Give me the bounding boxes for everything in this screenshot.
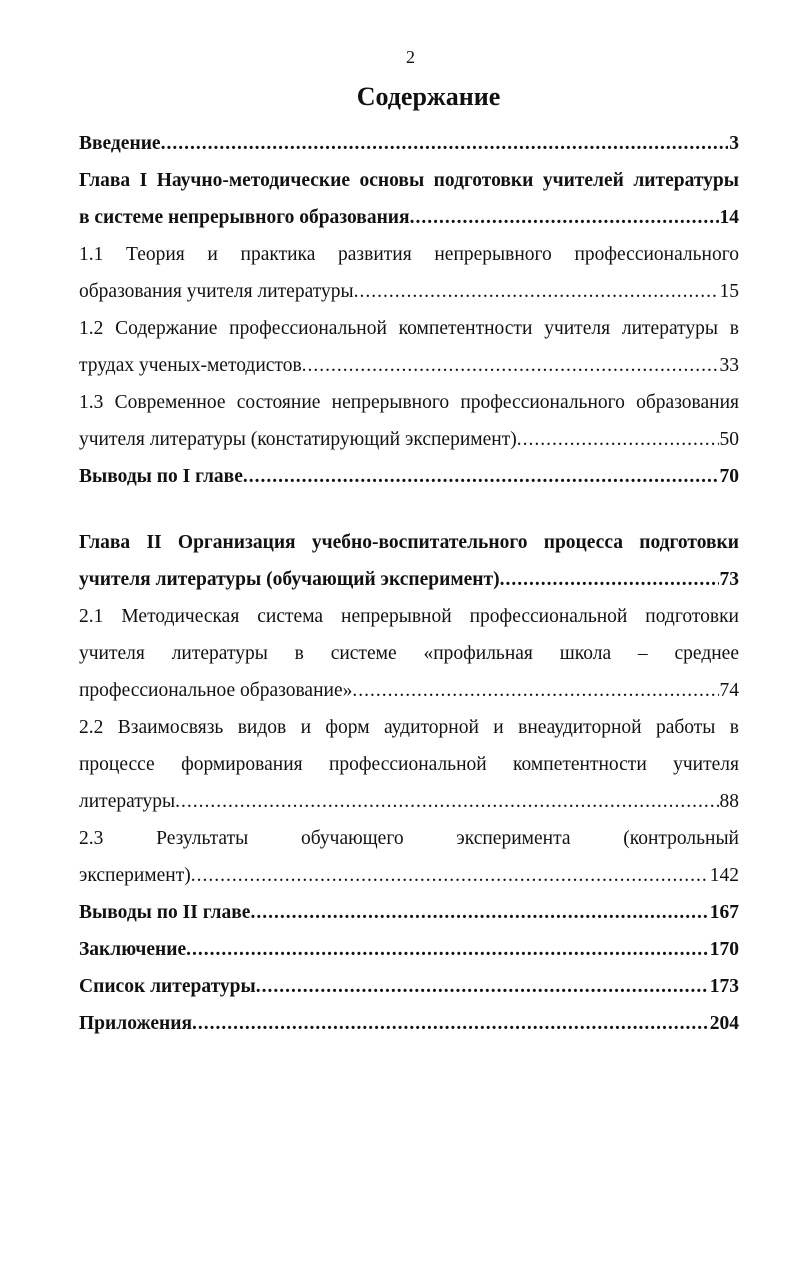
toc-entry-title-line1: Глава I Научно-методические основы подготовки учителей литературы (79, 170, 739, 191)
toc-entry-chapter-2[interactable] (79, 524, 739, 598)
toc-page-number: 50 (719, 429, 739, 450)
toc-entry-2-1[interactable] (79, 598, 739, 709)
dot-leader (243, 458, 719, 495)
toc-entry-title-line1: Глава II Организация учебно-воспитательного процесса подготовки (79, 532, 739, 553)
toc-entry-title: Выводы по I главе (79, 466, 243, 487)
toc-entry-chapter-1[interactable] (79, 162, 739, 236)
toc-entry-conclusions-chapter-1[interactable] (79, 458, 739, 495)
toc-entry-title-line2: в системе непрерывного образования (79, 207, 410, 228)
toc-page-number: 14 (719, 207, 739, 228)
toc-entry-conclusion[interactable] (79, 931, 739, 968)
page-title: Содержание (356, 82, 501, 111)
toc-entry-title: Заключение (79, 939, 187, 960)
table-of-contents-part-1 (79, 125, 739, 495)
toc-entry-title-line1: 2.1 Методическая система непрерывной профессиональной подготовки (79, 606, 739, 627)
toc-page-number: 204 (709, 1013, 739, 1034)
toc-page-number: 73 (719, 569, 739, 590)
toc-entry-2-3[interactable] (79, 820, 739, 894)
toc-entry-title-line1: 1.3 Современное состояние непрерывного профессионального образования (79, 392, 739, 413)
toc-entry-title: Введение (79, 133, 161, 154)
toc-entry-title: Выводы по II главе (79, 902, 251, 923)
dot-leader (500, 561, 719, 598)
toc-entry-conclusions-chapter-2[interactable] (79, 894, 739, 931)
toc-entry-title-line2: эксперимент) (79, 865, 191, 886)
toc-entry-appendices[interactable] (79, 1005, 739, 1042)
toc-page-number: 170 (709, 939, 739, 960)
toc-entry-title-line2: образования учителя литературы (79, 281, 354, 302)
dot-leader (192, 1005, 709, 1042)
dot-leader (256, 968, 709, 1005)
dot-leader (250, 894, 708, 931)
toc-page-number: 33 (719, 355, 739, 376)
dot-leader (517, 421, 719, 458)
dot-leader (191, 857, 709, 894)
toc-entry-2-2[interactable] (79, 709, 739, 820)
toc-entry-bibliography[interactable] (79, 968, 739, 1005)
toc-entry-title: Приложения (79, 1013, 193, 1034)
toc-page-number: 173 (709, 976, 739, 997)
dot-leader (410, 199, 719, 236)
toc-entry-1-3[interactable] (79, 384, 739, 458)
toc-page-number: 142 (709, 865, 739, 886)
toc-entry-title-line2: учителя литературы (констатирующий эксперимент) (79, 429, 517, 450)
dot-leader (161, 125, 729, 162)
toc-entry-title-line1: 1.2 Содержание профессиональной компетентности учителя литературы в (79, 318, 739, 339)
toc-entry-title-line2: процессе формирования профессиональной компетентности учителя (79, 754, 739, 775)
toc-entry-title-line3: литературы (79, 791, 176, 812)
toc-entry-1-2[interactable] (79, 310, 739, 384)
toc-page-number: 3 (729, 133, 739, 154)
toc-page-number: 167 (709, 902, 739, 923)
toc-entry-introduction[interactable] (79, 125, 739, 162)
toc-page-number: 70 (719, 466, 739, 487)
toc-entry-title-line1: 2.2 Взаимосвязь видов и форм аудиторной и внеаудиторной работы в (79, 717, 739, 738)
dot-leader (354, 273, 719, 310)
toc-entry-title-line2: учителя литературы в системе «профильная школа – среднее (79, 643, 739, 664)
toc-entry-title: Список литературы (79, 976, 256, 997)
toc-entry-title-line1: 2.3 Результаты обучающего эксперимента (контрольный (79, 828, 739, 849)
toc-entry-1-1[interactable] (79, 236, 739, 310)
toc-entry-title-line1: 1.1 Теория и практика развития непрерывного профессионального (79, 244, 739, 265)
table-of-contents-part-2 (79, 524, 739, 1042)
dot-leader (302, 347, 719, 384)
dot-leader (186, 931, 709, 968)
toc-page-number: 15 (719, 281, 739, 302)
page-number: 2 (406, 47, 415, 67)
toc-entry-title-line3: профессиональное образование» (79, 680, 353, 701)
toc-entry-title-line2: учителя литературы (обучающий эксперимент) (79, 569, 500, 590)
toc-page-number: 88 (719, 791, 739, 812)
toc-page-number: 74 (719, 680, 739, 701)
dot-leader (352, 672, 718, 709)
dot-leader (175, 783, 718, 820)
toc-entry-title-line2: трудах ученых-методистов (79, 355, 302, 376)
